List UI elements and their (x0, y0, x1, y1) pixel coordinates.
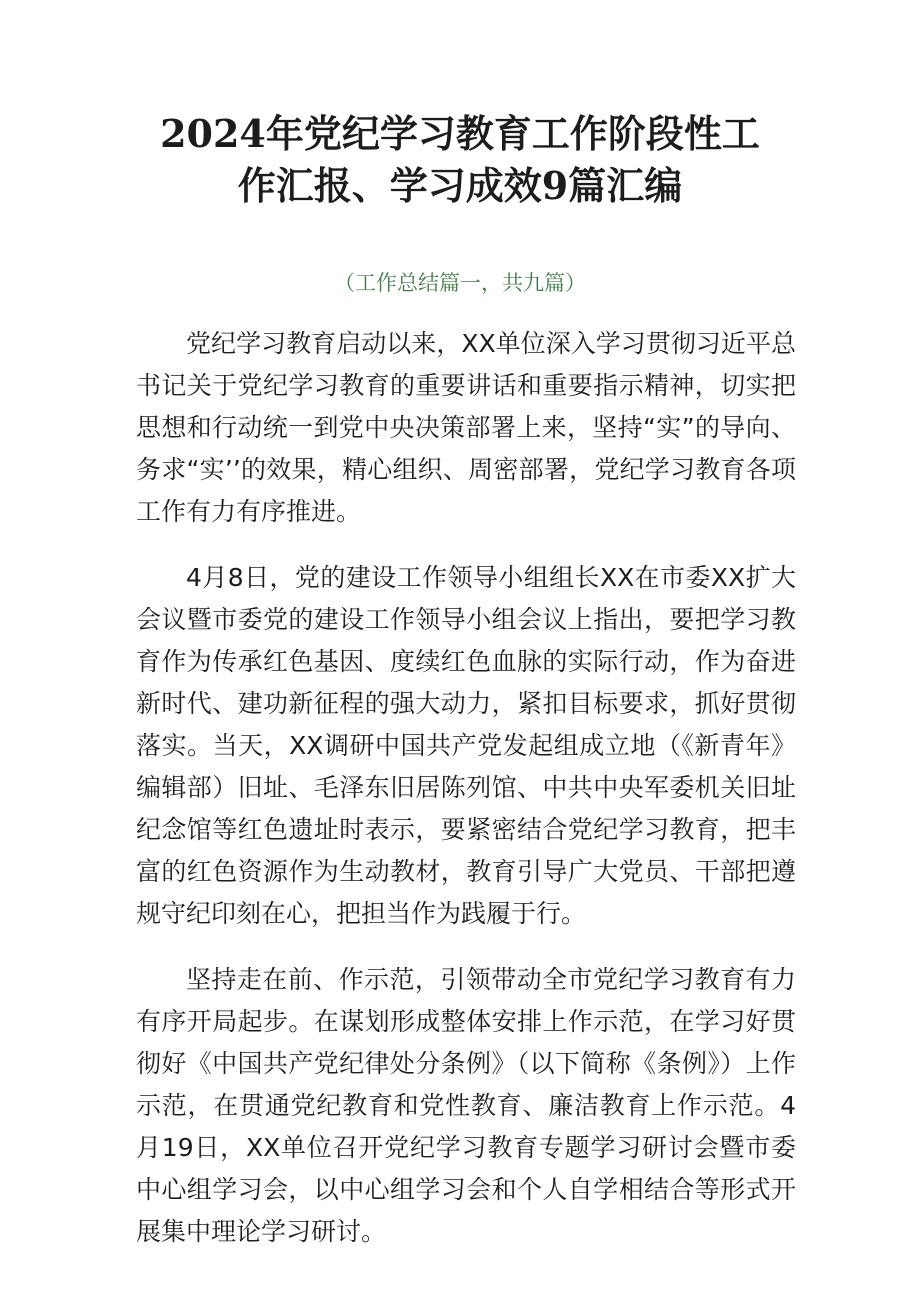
body-paragraph: 4月8日，党的建设工作领导小组组长XX在市委XX扩大会议暨市委党的建设工作领导小组会议上指出，要把学习教育作为传承红色基因、度续红色血脉的实际行动，作为奋进新时代、建功新征程的强大动力，紧扣目标要求，抓好贯彻落实。当天，XX调研中国共产党发起组成立地（《新青年》编辑部）旧址、毛泽东旧居陈列馆、中共中央军委机关旧址纪念馆等红色遗址时表示，要紧密结合党纪学习教育，把丰富的红色资源作为生动教材，教育引导广大党员、干部把遵规守纪印刻在心，把担当作为践履于行。 (136, 563, 796, 928)
body-paragraph: 坚持走在前、作示范，引领带动全市党纪学习教育有力有序开局起步。在谋划形成整体安排上作示范，在学习好贯彻好《中国共产党纪律处分条例》（以下简称《条例》）上作示范，在贯通党纪教育和党性教育、廉洁教育上作示范。4月19日，XX单位召开党纪学习教育专题学习研讨会暨市委中心组学习会，以中心组学习会和个人自学相结合等形式开展集中理论学习研讨。 (136, 965, 796, 1246)
document-subtitle: （工作总结篇一，共九篇） (334, 271, 586, 295)
document-body (136, 323, 796, 1277)
document-title: 2024年党纪学习教育工作阶段性工作汇报、学习成效9篇汇编 (160, 111, 760, 208)
body-paragraph: 党纪学习教育启动以来，XX单位深入学习贯彻习近平总书记关于党纪学习教育的重要讲话和重要指示精神，切实把思想和行动统一到党中央决策部署上来，坚持“实”的导向、务求“实’’的效果，精心组织、周密部署，党纪学习教育各项工作有力有序推进。 (136, 329, 796, 526)
